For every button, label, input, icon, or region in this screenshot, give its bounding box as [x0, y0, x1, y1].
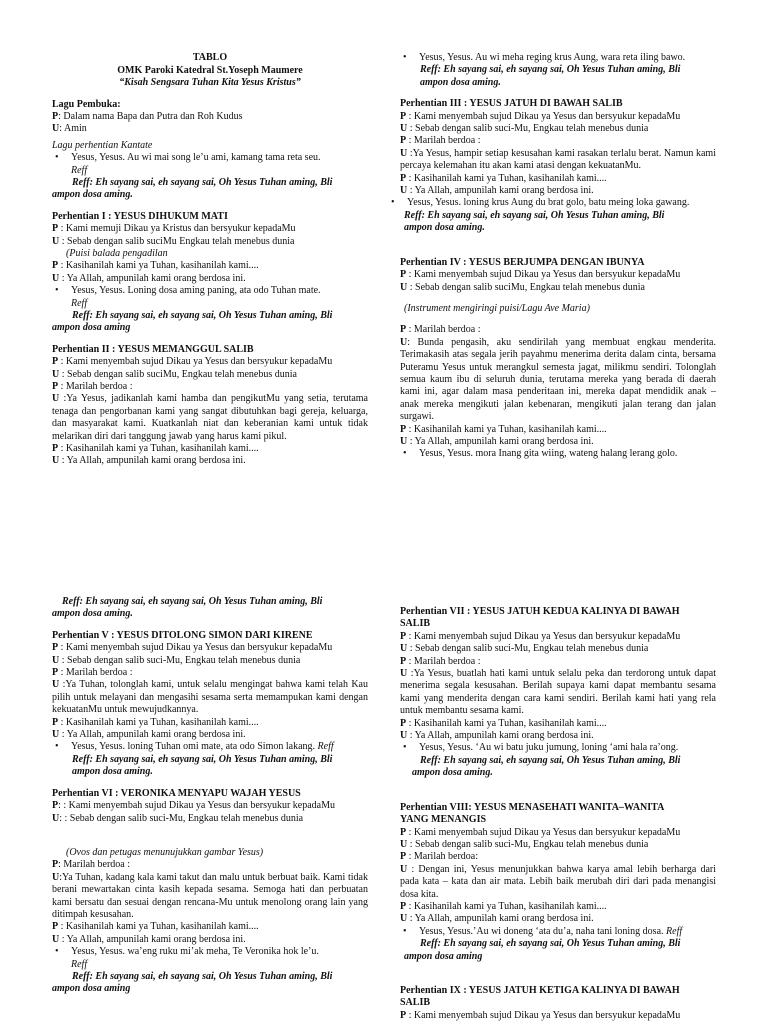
st3-reff-a: Reff: Eh sayang sai, eh sayang sai, Oh Yesus Tuhan aming, Bli: [404, 209, 665, 221]
st5-u: U : Sebab dengan salib suci-Mu, Engkau telah menebus dunia: [52, 654, 301, 666]
reff-line-b: ampon dosa aming.: [52, 189, 133, 201]
station-8-title-b: YANG MENANGIS: [400, 814, 487, 826]
st2-p3: P : Kasihanilah kami ya Tuhan, kasihanilah kami....: [52, 443, 259, 455]
st5-prayer: U :Ya Tuhan, tolonglah kami, untuk selalu mengingat bahwa kami telah Kau pilih untuk melayani dan mengasihi sesama serta memampukan kami dengan kekuatanMu untuk mewujudkannya.: [52, 679, 368, 716]
opening-note: Lagu perhentian Kantate: [52, 139, 153, 151]
column-4: [400, 606, 716, 1022]
station-9-title-b: SALIB: [400, 997, 431, 1009]
opening-p: P: Dalam nama Bapa dan Putra dan Roh Kudus: [52, 110, 243, 122]
st8-bullet: • Yesus, Yesus.’Au wi doneng ‘ata du’a, naha tani loning dosa. Reff: [403, 925, 683, 937]
st6-reff-a: Reff: Eh sayang sai, eh sayang sai, Oh Yesus Tuhan aming, Bli: [72, 970, 333, 982]
reff-label: Reff: [71, 164, 88, 176]
st6-reff-label: Reff: [71, 958, 88, 970]
st8-prayer: U : Dengan ini, Yesus menunjukkan bahwa karya amal lebih berharga dari pada kata – kata dan air mata. Lebih baik merubah diri dari pada menangisi dosa kita.: [400, 863, 717, 900]
st1-p2: P : Kasihanilah kami ya Tuhan, kasihanilah kami....: [52, 260, 259, 272]
st8-p: P : Kami menyembah sujud Dikau ya Yesus dan bersyukur kepadaMu: [400, 826, 681, 838]
opening-u: U: Amin: [52, 123, 87, 135]
st8-reff-b: ampon dosa aming: [404, 950, 483, 962]
st1-reff-b: ampon dosa aming: [52, 322, 131, 334]
st4-p: P : Kami menyembah sujud Dikau ya Yesus dan bersyukur kepadaMu: [400, 269, 681, 281]
station-4-title: Perhentian IV : YESUS BERJUMPA DENGAN IBUNYA: [400, 256, 645, 268]
opening-bullet: • Yesus, Yesus. Au wi mai song le’u ami, kamang tama reta seu.: [55, 152, 321, 164]
st4-p2: P : Marilah berdoa :: [400, 324, 481, 336]
st5-reff-a: Reff: Eh sayang sai, eh sayang sai, Oh Yesus Tuhan aming, Bli: [72, 753, 333, 765]
c2-top-reff-a: Reff: Eh sayang sai, eh sayang sai, Oh Yesus Tuhan aming, Bli: [420, 64, 681, 76]
st5-p2: P : Marilah berdoa :: [52, 667, 133, 679]
st1-u: U : Sebab dengan salib suciMu Engkau telah menebus dunia: [52, 235, 295, 247]
st8-reff-a: Reff: Eh sayang sai, eh sayang sai, Oh Yesus Tuhan aming, Bli: [420, 938, 681, 950]
st6-bullet: • Yesus, Yesus. wa’eng ruku mi’ak meha, Te Veronika hok le’u.: [55, 946, 319, 958]
c2-top-bullet: • Yesus, Yesus. Au wi meha reging krus Aung, wara reta iling bawo.: [403, 52, 686, 63]
st7-p2: P : Marilah berdoa :: [400, 655, 481, 667]
st3-bullet: • Yesus, Yesus. loning krus Aung du brat golo, batu meing loka gawang.: [391, 197, 690, 209]
station-3-title: Perhentian III : YESUS JATUH DI BAWAH SALIB: [400, 98, 623, 110]
st7-u3: U : Ya Allah, ampunilah kami orang berdosa ini.: [400, 730, 594, 742]
st6-p: P: : Kami menyembah sujud Dikau ya Yesus dan bersyukur kepadaMu: [52, 800, 336, 812]
st7-prayer: U :Ya Yesus, buatlah hati kami untuk selalu peka dan terdorong untuk dapat menerima segala kesusahan. Berilah supaya kami dapat membantu sesama kami yang menderita dengan cara kami sendiri. Berilah kami hati yang rela untuk membantu sesama kami.: [400, 668, 717, 717]
st3-p: P : Kami menyembah sujud Dikau ya Yesus dan bersyukur kepadaMu: [400, 110, 681, 122]
st3-p2: P : Marilah berdoa :: [400, 135, 481, 147]
st6-p2: P: Marilah berdoa :: [52, 859, 131, 871]
station-5-title: Perhentian V : YESUS DITOLONG SIMON DARI KIRENE: [52, 629, 313, 641]
st8-p2: P : Marilah berdoa:: [400, 851, 479, 863]
st1-reff-a: Reff: Eh sayang sai, eh sayang sai, Oh Yesus Tuhan aming, Bli: [72, 310, 333, 321]
station-8-title-a: Perhentian VIII: YESUS MENASEHATI WANITA–WANITA: [400, 801, 665, 813]
st4-u: U : Sebab dengan salib suciMu, Engkau telah menebus dunia: [400, 281, 645, 293]
station-2-title: Perhentian II : YESUS MEMANGGUL SALIB: [52, 343, 254, 355]
reff-line-a: Reff: Eh sayang sai, eh sayang sai, Oh Yesus Tuhan aming, Bli: [72, 176, 333, 188]
st6-reff-b: ampon dosa aming: [52, 983, 131, 995]
st1-u2: U : Ya Allah, ampunilah kami orang berdosa ini.: [52, 272, 246, 284]
st8-p3: P : Kasihanilah kami ya Tuhan, kasihanilah kami....: [400, 900, 607, 912]
st6-u3: U : Ya Allah, ampunilah kami orang berdosa ini.: [52, 933, 246, 945]
title-line-1: TABLO: [192, 52, 228, 63]
st4-u3: U : Ya Allah, ampunilah kami orang berdosa ini.: [400, 435, 594, 447]
st7-p: P : Kami menyembah sujud Dikau ya Yesus dan bersyukur kepadaMu: [400, 630, 681, 642]
st7-p3: P : Kasihanilah kami ya Tuhan, kasihanilah kami....: [400, 717, 607, 729]
st5-reff-b: ampon dosa aming.: [72, 766, 153, 778]
st1-bullet: • Yesus, Yesus. Loning dosa aming paning, ata odo Tuhan mate.: [55, 285, 321, 297]
st4-instr: (Instrument mengiringi puisi/Lagu Ave Maria): [404, 302, 590, 314]
st3-u3: U : Ya Allah, ampunilah kami orang berdosa ini.: [400, 185, 594, 197]
st5-p3: P : Kasihanilah kami ya Tuhan, kasihanilah kami....: [52, 716, 259, 728]
column-3: [52, 596, 368, 996]
station-7-title-b: SALIB: [400, 618, 431, 630]
st6-p3: P : Kasihanilah kami ya Tuhan, kasihanilah kami....: [52, 921, 259, 933]
st4-bullet: • Yesus, Yesus. mora Inang gita wiing, wateng halang lerang golo.: [403, 448, 678, 460]
st8-u: U : Sebab dengan salib suci-Mu, Engkau telah menebus dunia: [400, 838, 649, 850]
c3-reff-b: ampon dosa aming.: [52, 608, 133, 620]
st1-note: (Puisi balada pengadilan: [66, 247, 168, 259]
st7-bullet: • Yesus, Yesus. ‘Au wi batu juku jumung, loning ‘ami hala ra’ong.: [403, 742, 679, 754]
st2-u: U : Sebab dengan salib suciMu, Engkau telah menebus dunia: [52, 368, 297, 380]
station-9-title-a: Perhentian IX : YESUS JATUH KETIGA KALINYA DI BAWAH: [400, 984, 680, 996]
c2-top-reff-b: ampon dosa aming.: [420, 76, 501, 88]
st1-p: P : Kami memuji Dikau ya Kristus dan bersyukur kepadaMu: [52, 223, 296, 235]
column-2: [391, 52, 716, 461]
st6-prayer: U:Ya Tuhan, kadang kala kami takut dan malu untuk berbuat baik. Kami tidak berani mewartakan cinta kasih kepada sesama. Semoga hati dan perbuatan kami bersatu dan sesuai dengan rencana-Mu untuk menolong orang lain yang ditimpah kesusahan.: [52, 871, 368, 920]
st6-instr: (Ovos dan petugas menunujukkan gambar Yesus): [66, 846, 264, 858]
st2-p: P : Kami menyembah sujud Dikau ya Yesus dan bersyukur kepadaMu: [52, 356, 333, 368]
c3-reff-a: Reff: Eh sayang sai, eh sayang sai, Oh Yesus Tuhan aming, Bli: [62, 596, 323, 607]
st5-bullet: • Yesus, Yesus. loning Tuhan omi mate, ata odo Simon lakang. Reff: [55, 741, 334, 753]
st9-p: P : Kami menyembah sujud Dikau ya Yesus dan bersyukur kepadaMu: [400, 1009, 681, 1021]
st2-p2: P : Marilah berdoa :: [52, 381, 133, 393]
st5-p: P : Kami menyembah sujud Dikau ya Yesus dan bersyukur kepadaMu: [52, 642, 333, 654]
st7-u: U : Sebab dengan salib suci-Mu, Engkau telah menebus dunia: [400, 643, 649, 655]
st3-reff-b: ampon dosa aming.: [404, 222, 485, 234]
st3-u: U : Sebab dengan salib suci-Mu, Engkau telah menebus dunia: [400, 123, 649, 135]
st7-reff-a: Reff: Eh sayang sai, eh sayang sai, Oh Yesus Tuhan aming, Bli: [420, 754, 681, 766]
column-1: [52, 52, 368, 468]
st3-prayer: U :Ya Yesus, hampir setiap kesusahan kami rasakan terlalu berat. Namun kami percaya kelemahan itu akan kami atasi dengan kekuatanMu.: [400, 147, 716, 172]
st7-reff-b: ampon dosa aming.: [412, 767, 493, 779]
st4-prayer: U: Bunda pengasih, aku sendirilah yang membuat engkau menderita. Terimakasih atas segala jerih payahmu menerima derita dalam cinta, bersama Puteramu Yesus untuk merangkul semesta jagat, milikmu sendiri. Tolonglah semua kaum ibu di seluruh dunia, terutama mereka yang berada di daerah kami ini, agar dalam masa penderitaan ini, mereka dapat mendidik anak – anak mereka mengikuti jalan kebenaran, mengikuti jalan terang dan jalan surgawi.: [400, 336, 716, 423]
title-line-2: OMK Paroki Katedral St.Yoseph Maumere: [117, 64, 303, 76]
st4-p3: P : Kasihanilah kami ya Tuhan, kasihanilah kami....: [400, 423, 607, 435]
st2-u3: U : Ya Allah, ampunilah kami orang berdosa ini.: [52, 455, 246, 467]
st1-reff-label: Reff: [71, 297, 88, 309]
st5-u3: U : Ya Allah, ampunilah kami orang berdosa ini.: [52, 729, 246, 741]
st8-u3: U : Ya Allah, ampunilah kami orang berdosa ini.: [400, 913, 594, 925]
document-title: [52, 52, 368, 90]
st6-u: U: : Sebab dengan salib suci-Mu, Engkau telah menebus dunia: [52, 812, 304, 824]
station-6-title: Perhentian VI : VERONIKA MENYAPU WAJAH YESUS: [52, 787, 301, 799]
station-7-title-a: Perhentian VII : YESUS JATUH KEDUA KALINYA DI BAWAH: [400, 606, 680, 617]
st3-p3: P : Kasihanilah kami ya Tuhan, kasihanilah kami....: [400, 172, 607, 184]
st2-prayer: U :Ya Yesus, jadikanlah kami hamba dan pengikutMu yang setia, terutama tenaga dan pengorbanan kami yang sangat dibutuhkan bagi gereja, keluarga, dan masyarakat kami. Kuatkanlah niat dan keberanian kami untuk tidak melarikan diri dari tanggung jawab yang harus kami pikul.: [52, 393, 368, 442]
opening-title: Lagu Pembuka:: [52, 98, 121, 110]
station-1-title: Perhentian I : YESUS DIHUKUM MATI: [52, 210, 228, 222]
title-line-3: “Kisah Sengsara Tuhan Kita Yesus Kristus”: [119, 77, 301, 88]
